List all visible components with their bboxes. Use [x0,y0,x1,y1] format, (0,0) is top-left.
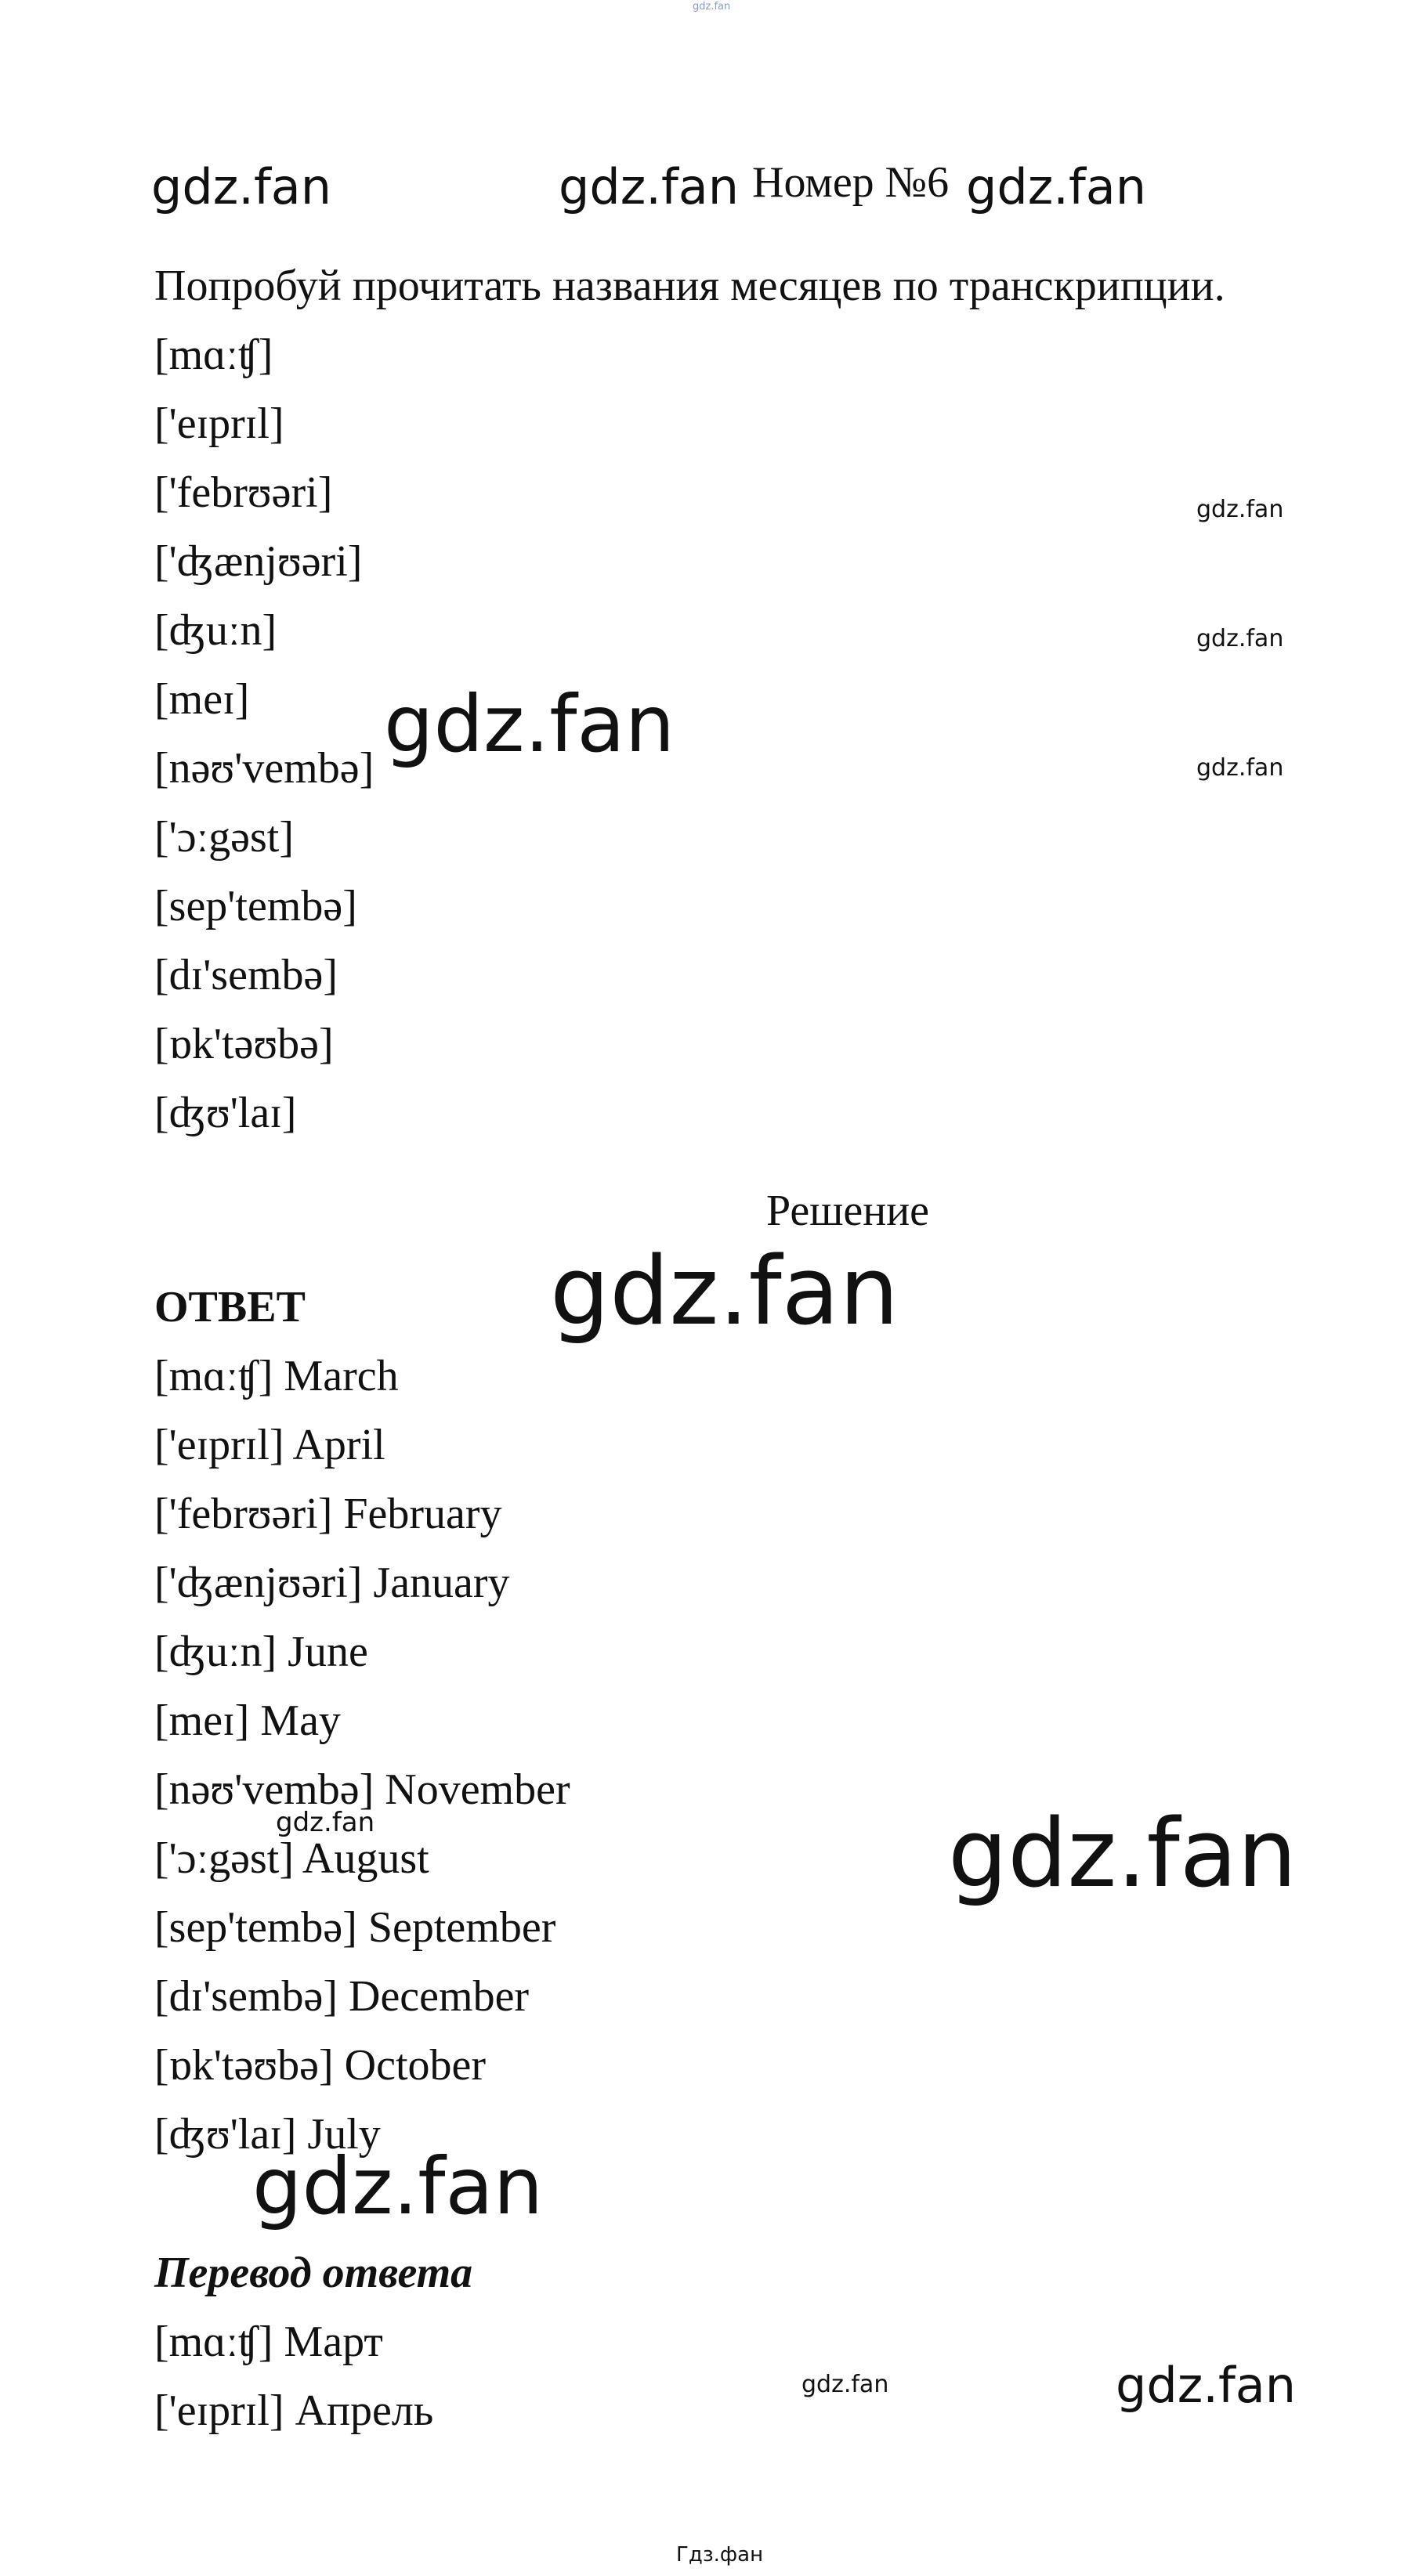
watermark: gdz.fan [384,678,675,770]
translation-heading: Перевод ответа [154,2249,473,2297]
watermark: gdz.fan [966,158,1147,215]
watermark: gdz.fan [948,1800,1297,1909]
answer-item: [dɪ'sembə] December [154,1972,530,2021]
transcription-item: [ɒk'təʊbə] [154,1020,334,1068]
transcription-item: [ʤʊ'laɪ] [154,1089,297,1137]
answer-heading: ОТВЕТ [154,1283,306,1331]
task-prompt: Попробуй прочитать названия месяцев по транскрипции. [154,262,1225,310]
transcription-item: [meɪ] [154,675,250,724]
watermark: gdz.fan [1196,625,1284,652]
translation-item: ['eɪprɪl] Апрель [154,2386,434,2435]
answer-item: [sep'tembə] September [154,1903,556,1952]
watermark: gdz.fan [252,2141,544,2232]
answer-item: ['ɔːgəst] August [154,1834,429,1883]
answer-item: [nəʊ'vembə] November [154,1765,570,1814]
watermark: gdz.fan [1196,496,1284,523]
transcription-item: [mɑːʧ] [154,331,273,379]
transcription-item: ['ɔːgəst] [154,813,295,862]
transcription-item: ['eɪprɪl] [154,399,284,448]
watermark: gdz.fan [801,2371,889,2398]
watermark: gdz.fan [276,1807,375,1838]
answer-item: [meɪ] May [154,1696,341,1745]
watermark: gdz.fan [151,158,332,215]
transcription-item: ['ʤænjʊəri] [154,537,363,586]
translation-item: [mɑːʧ] Март [154,2318,383,2366]
watermark: gdz.fan [1196,754,1284,782]
transcription-item: ['febrʊəri] [154,468,333,517]
transcription-item: [nəʊ'vembə] [154,744,374,793]
transcription-item: [dɪ'sembə] [154,951,338,999]
top-watermark: gdz.fan [693,1,731,13]
watermark: gdz.fan [1116,2357,1297,2414]
answer-item: ['ʤænjʊəri] January [154,1559,510,1607]
solution-heading: Решение [766,1187,930,1235]
page-title: Номер №6 [752,158,950,207]
answer-item: [mɑːʧ] March [154,1352,399,1400]
watermark: gdz.fan [550,1237,899,1346]
answer-item: ['eɪprɪl] April [154,1421,385,1469]
answer-item: [ɒk'təʊbə] October [154,2041,487,2090]
transcription-item: [sep'tembə] [154,882,357,930]
answer-item: [ʤʊ'laɪ] July [154,2110,381,2159]
footer-watermark: Гдз.фан [676,2543,764,2567]
watermark: gdz.fan [559,158,740,215]
answer-item: ['febrʊəri] February [154,1490,502,1538]
answer-item: [ʤuːn] June [154,1628,368,1676]
transcription-item: [ʤuːn] [154,606,277,655]
